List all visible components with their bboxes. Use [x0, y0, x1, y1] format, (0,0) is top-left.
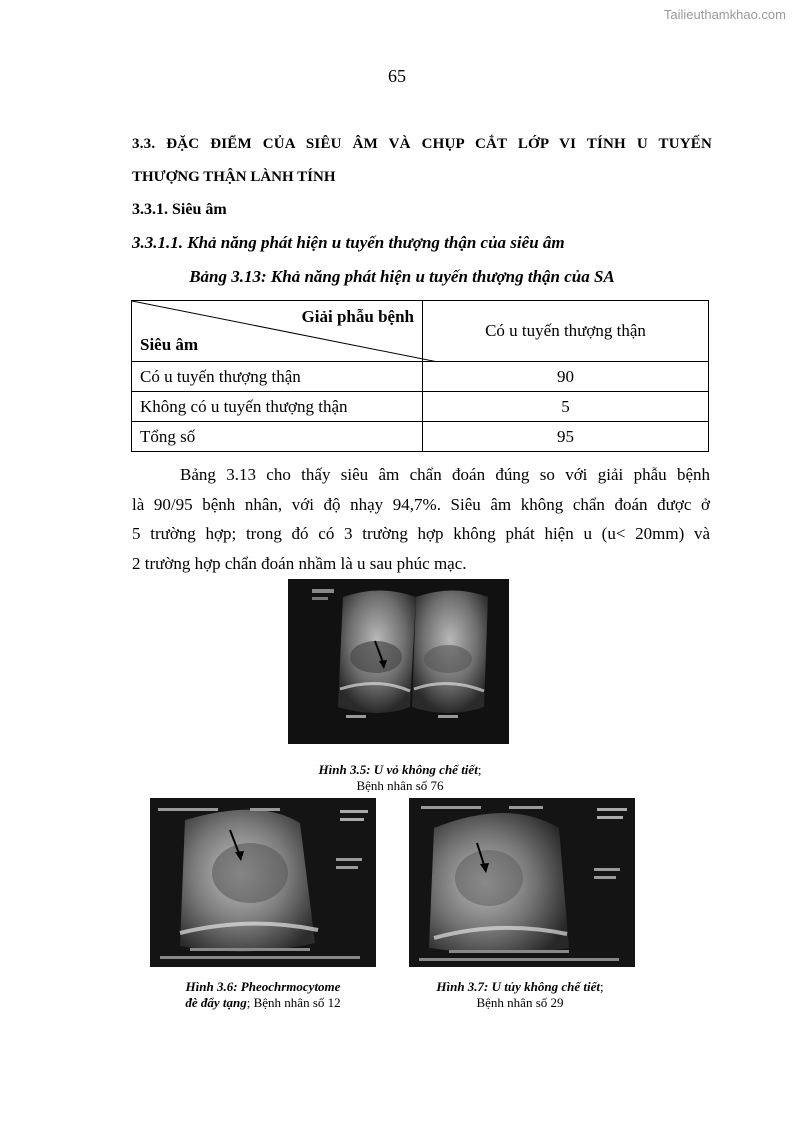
- paragraph-line: 2 trường hợp chẩn đoán nhầm là u sau phúc mạc.: [132, 553, 467, 573]
- subsection-heading: 3.3.1. Siêu âm: [132, 201, 227, 218]
- row-label: Có u tuyến thượng thận: [132, 362, 423, 392]
- figure-caption-3-6: [150, 979, 376, 1011]
- watermark: Tailieuthamkhao.com: [663, 7, 786, 22]
- table-row: [132, 392, 709, 422]
- figure-patient: Bệnh nhân số 76: [356, 778, 444, 793]
- table-caption: Bảng 3.13: Khả năng phát hiện u tuyến thượng thận của SA: [189, 267, 615, 286]
- figure-title-sep: ;: [477, 762, 482, 777]
- paragraph-line: Bảng 3.13 cho thấy siêu âm chẩn đoán đúng so với giải phẫu bệnh: [180, 465, 710, 484]
- table-row: [132, 422, 709, 452]
- row-label: Không có u tuyến thượng thận: [132, 392, 423, 422]
- page-number: 65: [388, 66, 406, 86]
- section-heading-line1: 3.3. ĐẶC ĐIỂM CỦA SIÊU ÂM VÀ CHỤP CẮT LỚP VI TÍNH U TUYẾN: [132, 136, 712, 152]
- body-paragraph: [132, 460, 710, 578]
- row-value: 5: [423, 392, 709, 422]
- ultrasound-image-3-5: [288, 579, 509, 744]
- figure-title: Hình 3.6: Pheochrmocytome: [185, 979, 341, 994]
- column-header: Có u tuyến thượng thận: [423, 301, 709, 362]
- paragraph-line: là 90/95 bệnh nhân, với độ nhạy 94,7%. Siêu âm không chẩn đoán được ở: [132, 494, 710, 514]
- paragraph-line: 5 trường hợp; trong đó có 3 trường hợp không phát hiện u (u< 20mm) và: [132, 524, 710, 543]
- results-table: [131, 300, 709, 452]
- figure-patient: Bệnh nhân số 29: [476, 995, 564, 1010]
- figure-patient: ; Bệnh nhân số 12: [246, 995, 341, 1010]
- row-value: 95: [423, 422, 709, 452]
- figure-title: Hình 3.7: U tủy không chế tiết: [436, 979, 600, 994]
- figure-caption-3-7: [400, 979, 640, 1011]
- figure-title: Hình 3.5: U vỏ không chế tiết: [318, 762, 478, 777]
- section-heading-line2: THƯỢNG THẬN LÀNH TÍNH: [132, 169, 336, 185]
- subsubsection-heading: 3.3.1.1. Khả năng phát hiện u tuyến thượng thận của siêu âm: [132, 233, 565, 252]
- ultrasound-image-3-6: [150, 798, 376, 967]
- table-header-row: [132, 301, 709, 362]
- row-value: 90: [423, 362, 709, 392]
- diag-header-bottom: Siêu âm: [140, 335, 199, 354]
- diagonal-header-cell: [132, 301, 423, 362]
- figure-caption-3-5: [250, 762, 550, 794]
- figure-title-cont: đè đẩy tạng: [185, 995, 247, 1010]
- table-row: [132, 362, 709, 392]
- figure-title-sep: ;: [599, 979, 604, 994]
- diag-header-top: Giải phẫu bệnh: [301, 307, 414, 326]
- ultrasound-image-3-7: [409, 798, 635, 967]
- row-label: Tổng số: [132, 422, 423, 452]
